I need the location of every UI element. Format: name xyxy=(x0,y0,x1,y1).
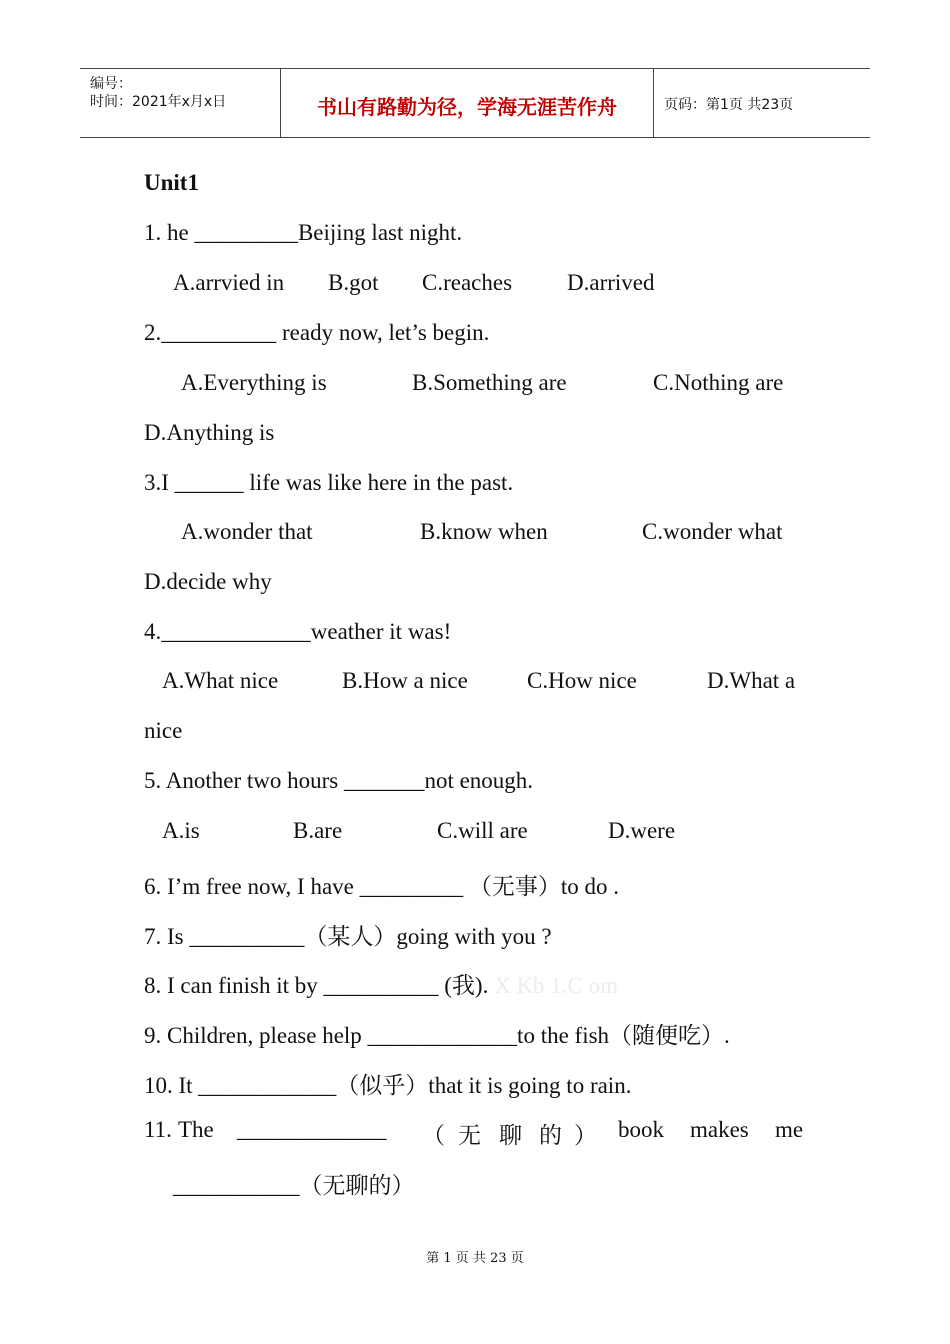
question-3-option-b: B.know when xyxy=(420,519,548,544)
header-info-cell xyxy=(80,69,281,137)
question-5-stem: 5. Another two hours _______not enough. xyxy=(144,768,534,793)
question-4-option-c: C.How nice xyxy=(527,668,637,693)
question-11-word: _____________ xyxy=(237,1117,387,1142)
question-1-option-c: C.reaches xyxy=(422,270,513,295)
question-4-option-d-continued: nice xyxy=(144,718,183,743)
question-1-stem: 1. he _________Beijing last night. xyxy=(144,220,463,245)
question-7: 7. Is __________（某人）going with you ? xyxy=(144,924,552,949)
question-2-option-b: B.Something are xyxy=(412,370,567,395)
question-11-word: 聊 xyxy=(499,1123,522,1148)
question-4-option-b: B.How a nice xyxy=(342,668,468,693)
question-8: 8. I can finish it by __________ (我). xyxy=(144,973,489,998)
question-4-stem: 4._____________weather it was! xyxy=(144,619,452,644)
question-5-option-c: C.will are xyxy=(437,818,528,843)
question-11-number: 11. xyxy=(144,1117,172,1142)
question-1-option-d: D.arrived xyxy=(567,270,655,295)
question-2-option-a: A.Everything is xyxy=(181,370,327,395)
question-3-option-a: A.wonder that xyxy=(181,519,313,544)
question-2-option-d: D.Anything is xyxy=(144,420,275,445)
date-label: 时间：2021年x月x日 xyxy=(90,94,227,110)
question-3-option-d: D.decide why xyxy=(144,569,272,594)
header-page-cell xyxy=(654,69,870,137)
question-11-word: The xyxy=(178,1117,214,1142)
question-4-option-d: D.What a xyxy=(707,668,796,693)
question-11-word: 无 xyxy=(458,1123,481,1148)
question-6: 6. I’m free now, I have _________ （无事）to do . xyxy=(144,874,620,899)
question-11-word: book xyxy=(618,1117,664,1142)
question-11-word: makes xyxy=(690,1117,749,1142)
question-3-stem: 3.I ______ life was like here in the past. xyxy=(144,470,514,495)
page-header xyxy=(80,68,870,138)
question-11-word: ） xyxy=(574,1123,597,1148)
motto: 书山有路勤为径，学海无涯苦作舟 xyxy=(317,95,617,119)
question-2-option-c: C.Nothing are xyxy=(653,370,784,395)
question-11-continued: ___________（无聊的） xyxy=(173,1173,415,1198)
question-11-word: 的 xyxy=(539,1123,562,1148)
watermark: X Kb 1.C om xyxy=(494,973,619,998)
header-motto-cell xyxy=(281,69,654,137)
question-1-option-b: B.got xyxy=(328,270,379,295)
question-9: 9. Children, please help _____________to the fish（随便吃）. xyxy=(144,1023,730,1048)
question-11-word: me xyxy=(775,1117,804,1142)
question-2-stem: 2.__________ ready now, let’s begin. xyxy=(144,320,490,345)
question-4-option-a: A.What nice xyxy=(162,668,279,693)
question-5-option-d: D.were xyxy=(608,818,676,843)
question-5-option-b: B.are xyxy=(293,818,343,843)
question-3-option-c: C.wonder what xyxy=(642,519,783,544)
page-info: 页码：第1页 共23页 xyxy=(664,97,794,113)
question-8-line xyxy=(144,967,618,1000)
question-5-option-a: A.is xyxy=(162,818,200,843)
question-10: 10. It ____________（似乎）that it is going to rain. xyxy=(144,1073,632,1098)
unit-title: Unit1 xyxy=(144,170,199,195)
question-11-word: （ xyxy=(422,1123,445,1148)
number-label: 编号： xyxy=(90,76,132,92)
question-1-option-a: A.arrvied in xyxy=(173,270,285,295)
page-footer: 第 1 页 共 23 页 xyxy=(426,1251,524,1266)
